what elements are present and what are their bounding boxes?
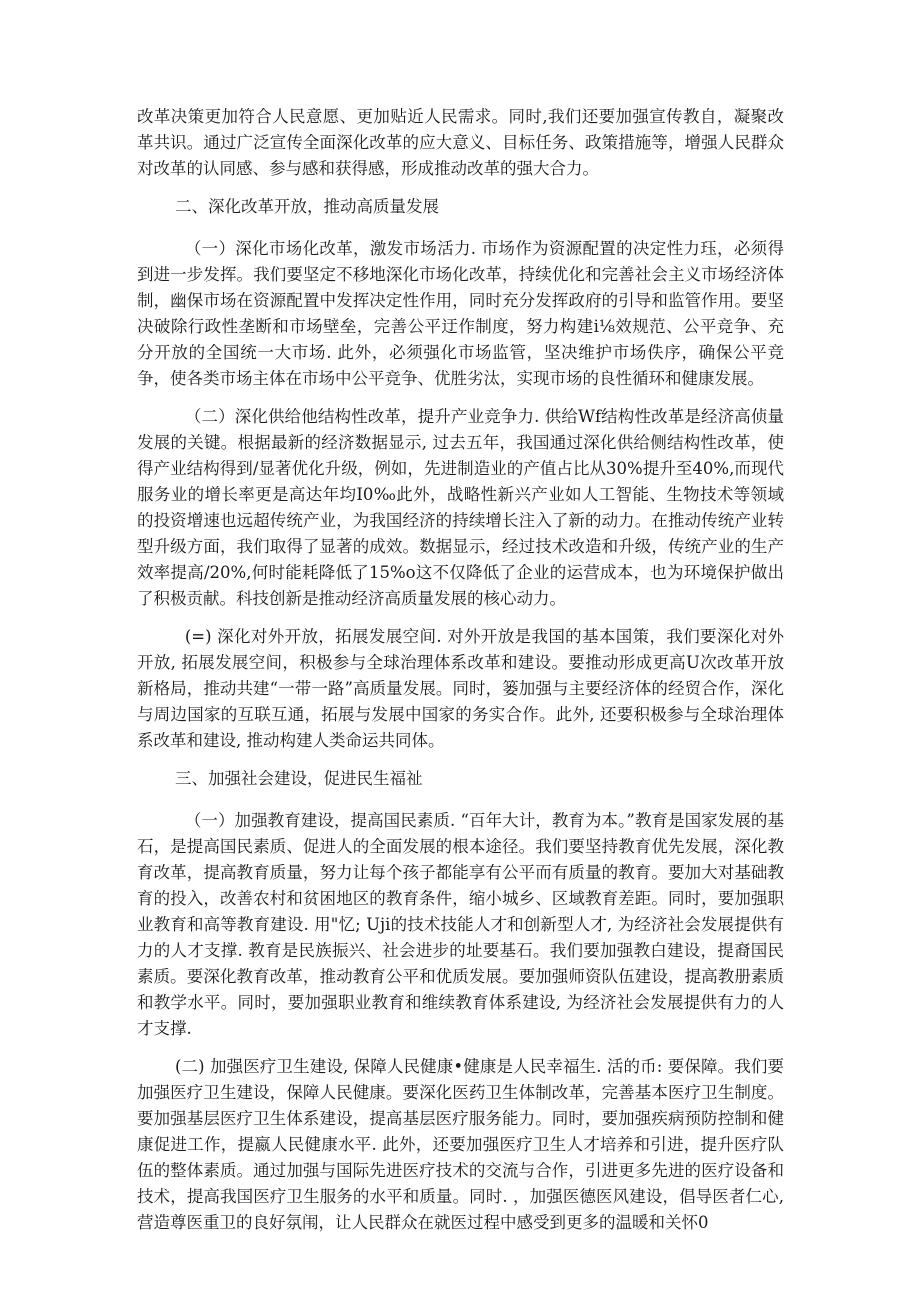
paragraph-supply-side-reform: （二）深化供给他结构性改革，提升产业竞争力. 供给Wf结构性改革是经济高侦量发展的关键。根据最新的经济数据显示, 过去五年，我国通过深化供给侧结构性改革，使得产业结构得到/显著优化升级，例如，先进制造业的产值占比从30%提升至40%,而现代服务业的增长率更是高达年均I0‰此外，战略性新兴产业如人工智能、生物技术等领域的投资增速也远超传统产业，为我国经济的持续增长注入了新的动力。在推动传统产业转型升级方面，我们取得了显著的成效。数据显示，经过技术改造和升级，传统产业的生产效率提高/20%,何时能耗降低了15%o这不仅降低了企业的运营成本，也为环境保护做出了积极贡献。科技创新是推动经济高质量发展的核心动力。 (137, 407, 784, 608)
paragraph-education: （一）加强教育建设，提高国民素质. “百年大计，教育为本。”教育是国家发展的基石，是提高国民素质、促进人的全面发展的根本途径。我们要坚持教育优先发展，深化教育改革，提高教育质量，努力让每个孩子都能享有公平而有质量的教育。要加大对基础教育的投入，改善农村和贫困地区的教育条件，缩小城乡、区域教育差距。同时，要加强职业教育和高等教育建设. 用"忆; Uji的技术技能人才和创新型人才, 为经济社会发展提供有力的人才支撑. 教育是民族振兴、社会进步的址要基石。我们要加强教白建设，提裔国民素质。要深化教育改革，推动教育公平和优质发展。要加强师资队伍建设，提高教册素质和教学水平。同时，要加强职业教育和维续教育体系建设, 为经济社会发展提供有力的人才支撑. (137, 811, 784, 1038)
paragraph-healthcare: (二) 加强医疗卫生建设, 保障人民健康•健康是人民幸福生. 活的币: 要保障。我们要加强医疗卫生建设，保障人民健康。要深化医药卫生体制改革，完善基本医疗卫生制度。要加强基层医疗卫生体系建设，提高基层医疗服务能力。同时，要加强疾病预防控制和健康促进工作，提嬴人民健康水平. 此外，还要加强医疗卫生人才培养和引进，提升医疗队伍的整体素质。通过加强与国际先进医疗技术的交流与合作，引进更多先进的医疗设备和技术，提高我国医疗卫生服务的水平和质量。同时. ，加强医德医风建设，倡导医者仁心, 营造尊医重卫的良好氛闱，让人民群众在就医过程中感受到更多的温暖和关怀0 (137, 1057, 784, 1232)
paragraph-opening-up: (=) 深化对外开放，拓展发展空间. 对外开放是我国的基本国策，我们要深化对外开放, 拓展发展空间，积极参与全球治理体系改革和建设。要推动形成更高U次改革开放新格局，推动共建“一带一路”高质量发展。同时，篓加强与主要经济体的经贸合作，深化与周边国家的互联互通，拓展与发展中国家的务实合作。此外, 还要积极参与全球治理体系改革和建设, 推动构建人类命运共同体。 (137, 627, 784, 750)
section-heading-2: 二、深化改革开放，推动高质量发展 (174, 197, 439, 216)
document-page (137, 104, 784, 1248)
paragraph-market-reform: （一）深化市场化改革，激发市场活力. 市场作为资源配置的决定性力珏，必须得到进一步发挥。我们要坚定不移地深化市场化改革，持续优化和完善社会主义市场经济体制，幽保市场在资源配置中发挥决定性作用，同时充分发挥政府的引导和监管作用。要坚决破除行政性垄断和市场壁垒，完善公平迂作制度，努力构建i⅛效规范、公平竞争、充分开放的全国统一大市场. 此外，必须强化市场监管，坚决维护市场佚序，确保公平竞争，使各类市场主体在市场中公平竞争、优胜劣汰，实现市场的良性循环和健康发展。 (137, 239, 784, 388)
section-heading-3: 三、加强社会建设，促进民生福祉 (174, 769, 423, 788)
paragraph-intro: 改革决策更加符合人民意愿、更加贴近人民需求。同时,我们还要加强宣传教自，凝聚改革共识。通过广泛宣传全面深化改革的应大意义、目标任务、政策措施等，增强人民群众对改革的认同感、参与感和获得感，形成推动改革的强大合力。 (137, 107, 784, 178)
